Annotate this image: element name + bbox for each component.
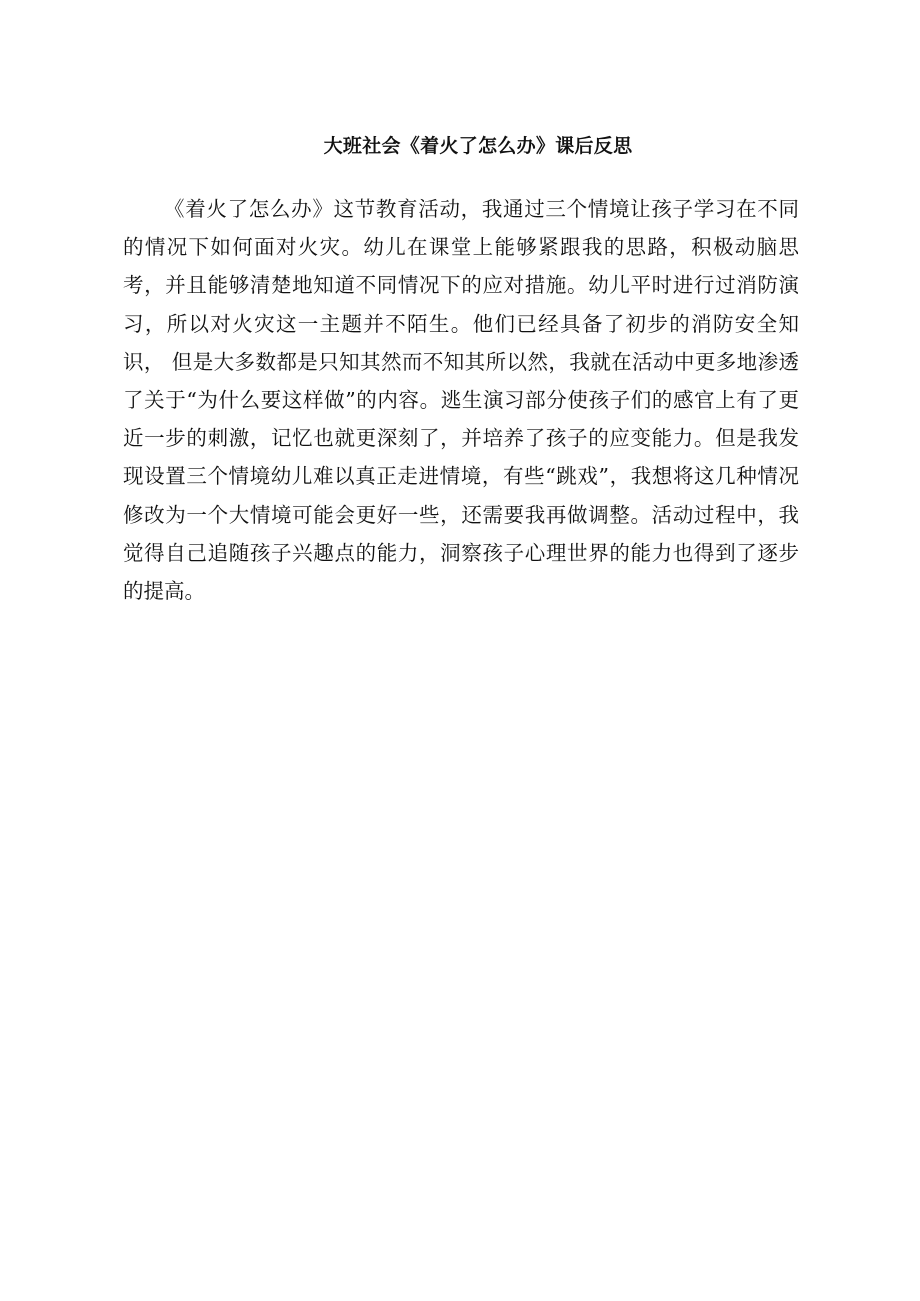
body-paragraph: 《着火了怎么办》这节教育活动，我通过三个情境让孩子学习在不同的情况下如何面对火灾。幼儿在课堂上能够紧跟我的思路，积极动脑思考，并且能够清楚地知道不同情况下的应对措施。幼儿平时进行过消防演习，所以对火灾这一主题并不陌生。他们已经具备了初步的消防安全知识， 但是大多数都是只知其然而不知其所以然，我就在活动中更多地渗透了关于“为什么要这样做”的内容。逃生演习部分使孩子们的感官上有了更近一步的刺激，记忆也就更深刻了，并培养了孩子的应变能力。但是我发现设置三个情境幼儿难以真正走进情境，有些“跳戏”，我想将这几种情况修改为一个大情境可能会更好一些，还需要我再做调整。活动过程中，我觉得自己追随孩子兴趣点的能力，洞察孩子心理世界的能力也得到了逐步的提高。 <box>123 197 799 604</box>
page-title: 大班社会《着火了怎么办》课后反思 <box>323 135 633 157</box>
